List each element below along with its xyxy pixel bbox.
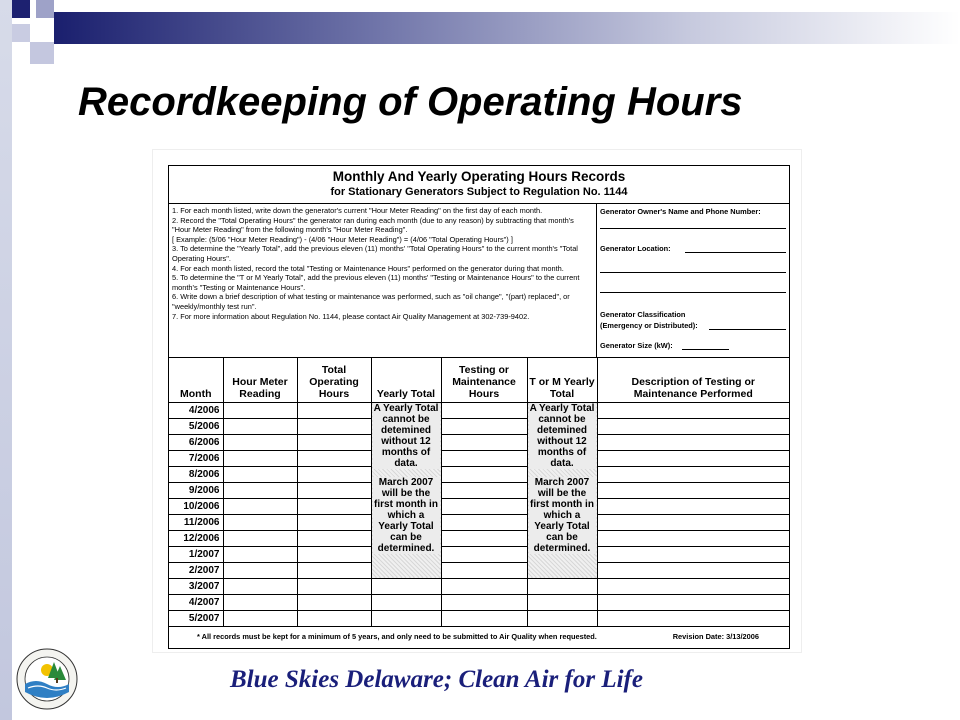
entry-cell[interactable]: [297, 482, 371, 498]
month-cell: 2/2007: [169, 562, 223, 578]
instruction-item: 3. To determine the "Yearly Total", add the previous eleven (11) months' "Total Operating Hours" to the current month's "Total Operating Hours".: [172, 244, 578, 263]
records-table: [169, 358, 789, 627]
entry-cell[interactable]: [527, 610, 597, 626]
entry-cell[interactable]: [441, 514, 527, 530]
location-line[interactable]: [685, 252, 786, 253]
table-row: [169, 610, 789, 626]
owner-line[interactable]: [600, 228, 786, 229]
yearly-note-text: A Yearly Total cannot be detemined without 12 months of data.: [373, 402, 439, 469]
owner-label: Generator Owner's Name and Phone Number:: [600, 207, 761, 216]
entry-cell[interactable]: [223, 402, 297, 418]
table-row: [169, 402, 789, 418]
entry-cell[interactable]: [441, 610, 527, 626]
entry-cell[interactable]: [297, 594, 371, 610]
month-cell: 1/2007: [169, 546, 223, 562]
generator-info-fields: [597, 204, 789, 357]
form-header: [169, 166, 789, 204]
revision-date: Revision Date: 3/13/2006: [672, 632, 759, 641]
table-row: [169, 546, 789, 562]
month-cell: 8/2006: [169, 466, 223, 482]
entry-cell[interactable]: [223, 482, 297, 498]
table-row: [169, 418, 789, 434]
entry-cell[interactable]: [223, 466, 297, 482]
instruction-item: 4. For each month listed, record the total "Testing or Maintenance Hours" performed on the generator during that month.: [172, 263, 564, 273]
entry-cell[interactable]: [441, 594, 527, 610]
entry-cell[interactable]: [597, 466, 789, 482]
entry-cell[interactable]: [223, 450, 297, 466]
month-cell: 7/2006: [169, 450, 223, 466]
entry-cell[interactable]: [441, 578, 527, 594]
classification-sub-label: (Emergency or Distributed):: [600, 321, 698, 330]
month-cell: 5/2006: [169, 418, 223, 434]
entry-cell[interactable]: [597, 434, 789, 450]
entry-cell[interactable]: [223, 530, 297, 546]
entry-cell[interactable]: [597, 546, 789, 562]
entry-cell[interactable]: [297, 418, 371, 434]
column-header: Hour Meter Reading: [223, 358, 297, 402]
dnrec-seal-icon: [16, 648, 78, 710]
classification-line[interactable]: [709, 329, 786, 330]
table-row: [169, 498, 789, 514]
entry-cell[interactable]: [223, 610, 297, 626]
retention-note: * All records must be kept for a minimum of 5 years, and only need to be submitted to Air Quality when requested.: [197, 632, 597, 641]
month-cell: 4/2006: [169, 402, 223, 418]
left-decor-bar: [0, 0, 12, 720]
table-row: [169, 594, 789, 610]
entry-cell[interactable]: [297, 578, 371, 594]
form-subtitle: for Stationary Generators Subject to Regulation No. 1144: [330, 186, 628, 198]
entry-cell[interactable]: [297, 546, 371, 562]
instruction-item: 2. Record the "Total Operating Hours" the generator ran during each month (due to any reason) by subtracting that month's "Hour Meter Reading" from the following month's "Hour Meter Reading".: [172, 215, 574, 235]
records-form: [168, 165, 790, 649]
month-cell: 3/2007: [169, 578, 223, 594]
yearly-note-text: A Yearly Total cannot be detemined without 12 months of data.: [529, 402, 595, 469]
entry-cell[interactable]: [597, 450, 789, 466]
month-cell: 9/2006: [169, 482, 223, 498]
table-row: [169, 514, 789, 530]
entry-cell[interactable]: [441, 482, 527, 498]
month-cell: 11/2006: [169, 514, 223, 530]
table-row: [169, 578, 789, 594]
entry-cell[interactable]: [527, 594, 597, 610]
entry-cell[interactable]: [597, 498, 789, 514]
table-row: [169, 482, 789, 498]
form-image: [153, 150, 801, 652]
entry-cell[interactable]: [223, 498, 297, 514]
location-label: Generator Location:: [600, 244, 671, 253]
entry-cell[interactable]: [441, 530, 527, 546]
column-header: Description of Testing or Maintenance Performed: [597, 358, 789, 402]
month-cell: 6/2006: [169, 434, 223, 450]
decor-square: [12, 0, 30, 18]
classification-label: Generator Classification: [600, 310, 686, 319]
entry-cell[interactable]: [597, 610, 789, 626]
entry-cell[interactable]: [597, 514, 789, 530]
instruction-item: 6. Write down a brief description of what testing or maintenance was performed, such as "oil change", "(part) replaced", or "weekly/monthly test run".: [172, 292, 570, 311]
column-header: Yearly Total: [371, 358, 441, 402]
first-month-note-text: March 2007 will be the first month in which a Yearly Total can be determined.: [374, 476, 438, 554]
entry-cell[interactable]: [441, 402, 527, 418]
entry-cell[interactable]: [223, 594, 297, 610]
entry-cell[interactable]: [597, 594, 789, 610]
entry-cell[interactable]: [441, 498, 527, 514]
table-row: [169, 450, 789, 466]
column-header: T or M Yearly Total: [527, 358, 597, 402]
records-body: [169, 402, 789, 626]
column-header: Total Operating Hours: [297, 358, 371, 402]
entry-cell[interactable]: [223, 578, 297, 594]
entry-cell[interactable]: [441, 466, 527, 482]
table-row: [169, 530, 789, 546]
entry-cell[interactable]: [297, 434, 371, 450]
entry-cell[interactable]: [441, 450, 527, 466]
instruction-item: 7. For more information about Regulation No. 1144, please contact Air Quality Management at 302-739-9402.: [172, 311, 530, 321]
table-row: [169, 562, 789, 578]
entry-cell[interactable]: [297, 514, 371, 530]
table-row: [169, 466, 789, 482]
entry-cell[interactable]: [527, 578, 597, 594]
month-cell: 10/2006: [169, 498, 223, 514]
entry-cell[interactable]: [597, 578, 789, 594]
decor-square: [36, 0, 54, 18]
first-month-note-text: March 2007 will be the first month in which a Yearly Total can be determined.: [530, 476, 594, 554]
entry-cell[interactable]: [223, 562, 297, 578]
column-header: Testing or Maintenance Hours: [441, 358, 527, 402]
table-row: [169, 434, 789, 450]
entry-cell[interactable]: [297, 530, 371, 546]
decor-square: [30, 42, 54, 64]
size-line[interactable]: [682, 349, 729, 350]
entry-cell[interactable]: [297, 466, 371, 482]
instruction-item: 5. To determine the "T or M Yearly Total", add the previous eleven (11) months' "Testing or Maintenance Hours" to the current month's "Testing or Maintenance Hours".: [172, 273, 580, 292]
instruction-item: [ Example: (5/06 "Hour Meter Reading") - (4/06 "Hour Meter Reading") = (4/06 "Total Operating Hours") ]: [172, 234, 513, 244]
entry-cell[interactable]: [597, 530, 789, 546]
column-header: Month: [169, 358, 223, 402]
instruction-item: 1. For each month listed, write down the generator's current "Hour Meter Reading" on the first day of each month.: [172, 206, 543, 215]
entry-cell[interactable]: [597, 418, 789, 434]
month-cell: 4/2007: [169, 594, 223, 610]
entry-cell[interactable]: [371, 578, 441, 594]
entry-cell[interactable]: [297, 402, 371, 418]
entry-cell[interactable]: [297, 498, 371, 514]
month-cell: 12/2006: [169, 530, 223, 546]
table-header-row: [169, 358, 789, 402]
form-title: Monthly And Yearly Operating Hours Records: [332, 169, 626, 184]
location-line-2[interactable]: [600, 272, 786, 273]
entry-cell[interactable]: [223, 418, 297, 434]
location-line-3[interactable]: [600, 292, 786, 293]
decor-square: [12, 24, 30, 42]
entry-cell[interactable]: [223, 514, 297, 530]
slogan-text: Blue Skies Delaware; Clean Air for Life: [230, 666, 643, 693]
form-footer: [169, 628, 789, 648]
instructions-list: [169, 204, 597, 357]
entry-cell[interactable]: [441, 434, 527, 450]
entry-cell[interactable]: [441, 562, 527, 578]
entry-cell[interactable]: [441, 546, 527, 562]
entry-cell[interactable]: [597, 402, 789, 418]
top-gradient-band: [54, 12, 960, 44]
yearly-total-note: [371, 402, 441, 578]
entry-cell[interactable]: [371, 594, 441, 610]
slide-title: Recordkeeping of Operating Hours: [78, 80, 743, 124]
entry-cell[interactable]: [223, 546, 297, 562]
size-label: Generator Size (kW):: [600, 341, 673, 350]
entry-cell[interactable]: [223, 434, 297, 450]
entry-cell[interactable]: [441, 418, 527, 434]
instructions-section: [169, 204, 789, 358]
entry-cell[interactable]: [297, 562, 371, 578]
tm-yearly-total-note: [527, 402, 597, 578]
entry-cell[interactable]: [597, 562, 789, 578]
entry-cell[interactable]: [597, 482, 789, 498]
month-cell: 5/2007: [169, 610, 223, 626]
entry-cell[interactable]: [297, 610, 371, 626]
entry-cell[interactable]: [297, 450, 371, 466]
entry-cell[interactable]: [371, 610, 441, 626]
